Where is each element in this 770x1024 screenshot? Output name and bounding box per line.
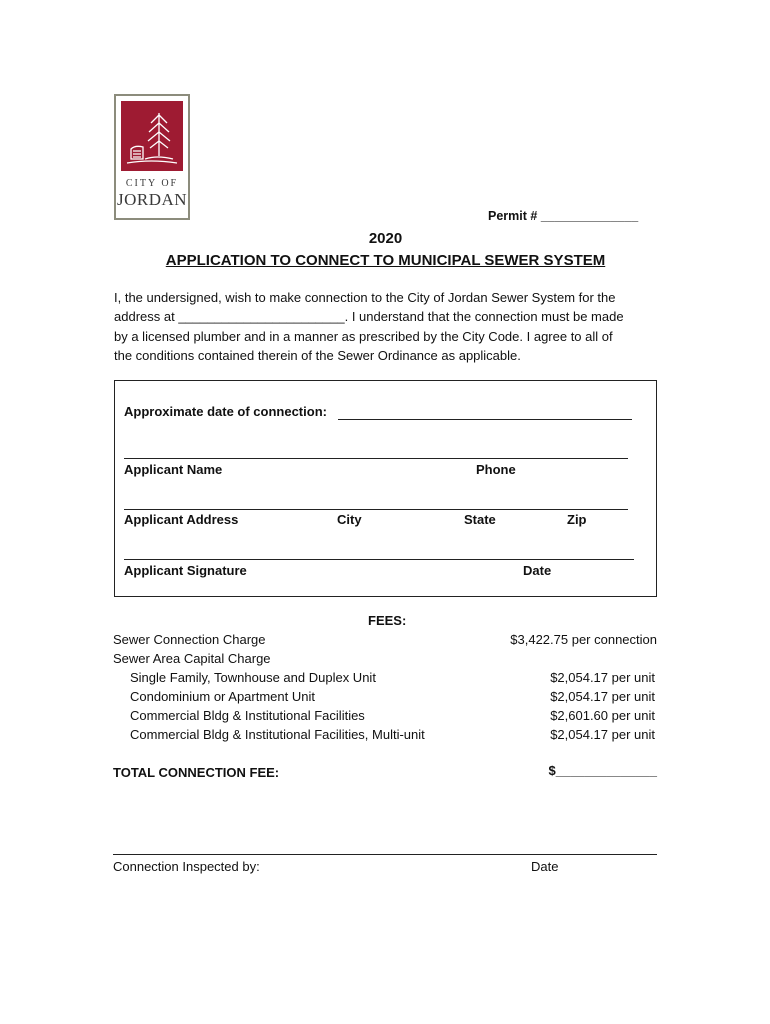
signature-date-label: Date (523, 563, 552, 578)
permit-field (488, 209, 638, 223)
form-year: 2020 (368, 230, 403, 247)
applicant-signature-label: Applicant Signature (124, 563, 247, 578)
zip-label: Zip (567, 512, 587, 527)
fee-item-value: $2,054.17 per unit (550, 670, 655, 685)
logo-name-text: JORDAN (116, 190, 188, 209)
applicant-address-label: Applicant Address (124, 512, 239, 527)
inspection-date-label: Date (531, 859, 559, 874)
applicant-name-line[interactable] (124, 458, 628, 459)
intro-line: address at _______________________. I understand that the connection must be made (114, 309, 624, 325)
intro-paragraph (114, 288, 659, 365)
permit-label: Permit # (488, 209, 538, 223)
fee-item-value: $2,054.17 per unit (550, 727, 655, 742)
city-label: City (337, 512, 362, 527)
sewer-area-capital-charge-label: Sewer Area Capital Charge (113, 651, 271, 666)
connection-date-label: Approximate date of connection: (124, 404, 327, 419)
applicant-box (114, 380, 657, 597)
form-title: APPLICATION TO CONNECT TO MUNICIPAL SEWER SYSTEM (165, 252, 606, 269)
applicant-signature-line[interactable] (124, 559, 634, 560)
fee-item-label: Condominium or Apartment Unit (130, 689, 315, 704)
fee-item-value: $2,054.17 per unit (550, 689, 655, 704)
connection-date-line[interactable] (338, 419, 632, 420)
inspection-signature-line[interactable] (113, 854, 657, 855)
sewer-connection-charge-value: $3,422.75 per connection (510, 632, 657, 647)
intro-line: I, the undersigned, wish to make connection to the City of Jordan Sewer System for the (114, 290, 616, 305)
fee-item-label: Single Family, Townhouse and Duplex Unit (130, 670, 376, 685)
inspected-by-label: Connection Inspected by: (113, 859, 260, 874)
city-logo (114, 94, 190, 220)
state-label: State (464, 512, 496, 527)
logo-emblem (121, 101, 183, 171)
permit-blank: ______________ (540, 209, 639, 223)
logo-city-text: CITY OF (125, 178, 179, 189)
applicant-address-line[interactable] (124, 509, 628, 510)
intro-line: by a licensed plumber and in a manner as prescribed by the City Code. I agree to all of (114, 328, 613, 344)
intro-line: the conditions contained therein of the Sewer Ordinance as applicable. (114, 347, 521, 363)
fee-item-label: Commercial Bldg & Institutional Facilities, Multi-unit (130, 727, 425, 742)
total-connection-fee-label: TOTAL CONNECTION FEE: (113, 765, 280, 780)
fee-item-label: Commercial Bldg & Institutional Facilities (130, 708, 365, 723)
fee-item-value: $2,601.60 per unit (550, 708, 655, 723)
phone-label: Phone (476, 462, 516, 477)
fees-heading: FEES: (368, 613, 407, 628)
sewer-connection-charge-label: Sewer Connection Charge (113, 632, 266, 647)
applicant-name-label: Applicant Name (124, 462, 223, 477)
total-connection-fee-value[interactable]: $______________ (548, 763, 657, 778)
tree-icon (121, 101, 183, 171)
